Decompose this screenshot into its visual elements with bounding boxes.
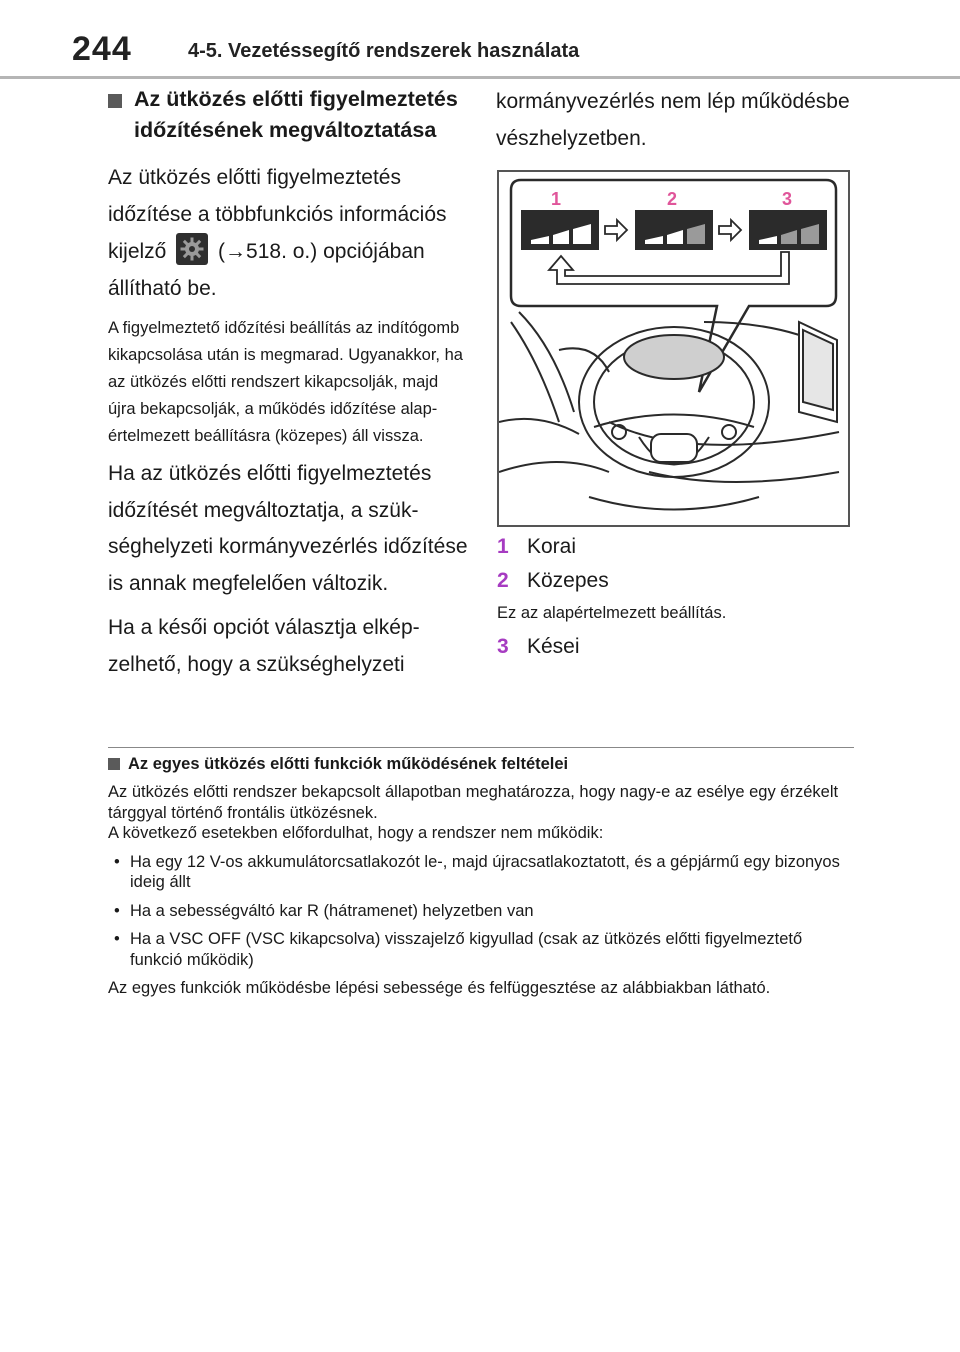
conditions-list [108,852,856,971]
bullet-dot: • [114,930,120,948]
legend-label: Korai [527,535,577,558]
list-item-text: Ha a sebességváltó kar R (hátramenet) helyzetben van [130,901,534,920]
paragraph-setting-retained: A figyelmeztető időzítési beállítás az indítógomb kikapcsolása után is megmarad. Ugyanakkor, ha az ütközés előtti rendszert kikapcsolják, majd újra bekapcsolják, a működés időzítése alapértelmezett beállításra (közepes) áll vissza. [108,319,463,445]
conditions-intro-text: Az ütközés előtti rendszer bekapcsolt állapotban meghatározza, hogy nagy-e az esélye egy érzékelt tárggyal történő frontális ütközésnek. [108,783,839,822]
illustration-dashboard-timing [497,170,850,527]
legend-number: 3 [497,635,509,658]
dashboard-sketch [499,312,839,510]
gear-icon [176,233,208,265]
paragraph-late-option: Ha a késői opciót választja elképzelhető, hogy a szükséghelyzeti [108,616,420,676]
paragraph-continuation: kormányvezérlés nem lép működésbe vészhelyzetben. [496,90,850,150]
figure-legend [497,530,857,664]
conditions-heading-text: Az egyes ütközés előtti funkciók működésének feltételei [128,755,569,773]
legend-label: Közepes [527,569,609,592]
legend-item-late [497,630,857,664]
conditions-intro-text-2: A következő esetekben előfordulhat, hogy a rendszer nem működik: [108,824,604,842]
callout-number-2: 2 [667,189,678,209]
legend-item-medium [497,564,857,598]
paragraph-timing-setting [108,160,468,307]
bullet-dot: • [114,852,120,871]
callout-number-1: 1 [551,189,562,209]
heading-square-marker [108,758,120,770]
paragraph-timing-text-1: Az ütközés előtti figyelmeztetés időzítése a többfunkciós információs kijelző [108,166,447,263]
page-header [0,0,960,80]
legend-default-note: Ez az alapértelmezett beállítás. [497,604,727,622]
header-divider [0,76,960,79]
legend-item-early [497,530,857,564]
list-item [108,852,856,893]
left-column [108,84,468,691]
list-item [108,901,856,922]
legend-number: 2 [497,569,509,592]
section-heading-text: Az ütközés előtti figyelmeztetés időzítésének megváltoztatása [134,87,458,142]
callout-number-3: 3 [782,189,793,209]
conditions-heading [108,752,856,776]
legend-number: 1 [497,535,509,558]
legend-label: Kései [527,635,580,658]
list-item [108,929,856,970]
bullet-dot: • [114,901,120,920]
conditions-outro: Az egyes funkciók működésbe lépési sebessége és felfüggesztése az alábbiakban látható. [108,979,771,997]
section-heading [108,84,468,146]
paragraph-steering-timing: Ha az ütközés előtti figyelmeztetés időzítését megváltoztatja, a szükséghelyzeti kormányvezérlés időzítése is annak megfelelően változik. [108,462,468,595]
list-item-text: Ha egy 12 V-os akkumulátorcsatlakozót le-, majd újracsatlakoztatott, és a gépjármű egy bizonyos ideig állt [130,852,840,891]
paragraph-timing-text-2: (→518. o.) opciójában állítható be. [108,240,425,300]
timing-display-late [749,210,827,250]
timing-display-medium [635,210,713,250]
chapter-title: 4-5. Vezetéssegítő rendszerek használata [188,40,580,62]
heading-square-marker [108,94,122,108]
right-column-continuation [496,84,856,165]
dashboard-illustration-svg [499,172,848,525]
conditions-intro [108,782,856,844]
conditions-section [108,752,856,1007]
section-divider [108,747,854,748]
page-number: 244 [72,30,132,68]
timing-display-early [521,210,599,250]
list-item-text: Ha a VSC OFF (VSC kikapcsolva) visszajelző kigyullad (csak az ütközés előtti figyelmeztető funkció működik) [130,930,803,969]
